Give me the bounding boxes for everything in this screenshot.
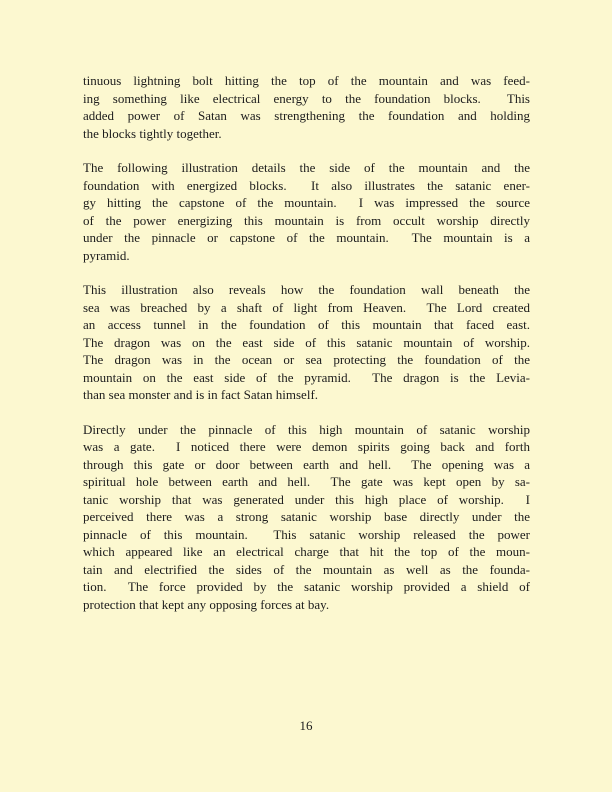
text-line: spiritual hole between earth and hell. The gate was kept open by sa- [83, 474, 530, 489]
text-line: protection that kept any opposing forces at bay. [83, 596, 330, 612]
text-line: Directly under the pinnacle of this high mountain of satanic worship [83, 421, 530, 437]
text-line: added power of Satan was strengthening the foundation and holding [83, 108, 530, 123]
text-line: the blocks tightly together. [83, 125, 222, 141]
paragraph [83, 159, 530, 264]
text-line: mountain on the east side of the pyramid. The dragon is the Levia- [83, 369, 530, 385]
text-line: This illustration also reveals how the foundation wall beneath the [83, 282, 530, 297]
text-line: The dragon was on the east side of this satanic mountain of worship. [83, 334, 530, 350]
page-number: 16 [299, 718, 313, 733]
text-line: than sea monster and is in fact Satan himself. [83, 387, 319, 402]
text-line: sea was breached by a shaft of light from Heaven. The Lord created [83, 299, 530, 315]
text-line: tanic worship that was generated under this high place of worship. I [83, 491, 530, 507]
text-line: The following illustration details the side of the mountain and the [83, 160, 530, 175]
text-line: perceived there was a strong satanic worship base directly under the [83, 509, 530, 524]
text-line: pinnacle of this mountain. This satanic worship released the power [83, 526, 530, 542]
text-line: The dragon was in the ocean or sea protecting the foundation of the [83, 352, 530, 367]
text-line: foundation with energized blocks. It also illustrates the satanic ener- [83, 177, 530, 193]
text-line: tain and electrified the sides of the mountain as well as the founda- [83, 561, 530, 577]
text-line: was a gate. I noticed there were demon spirits going back and forth [83, 439, 530, 454]
text-line: under the pinnacle or capstone of the mountain. The mountain is a [83, 230, 530, 245]
text-line: tinuous lightning bolt hitting the top of the mountain and was feed- [83, 73, 530, 88]
body-text [83, 72, 530, 630]
text-line: an access tunnel in the foundation of this mountain that faced east. [83, 317, 530, 332]
paragraph [83, 72, 530, 142]
text-line: which appeared like an electrical charge that hit the top of the moun- [83, 544, 530, 559]
paragraph [83, 421, 530, 614]
text-line: ing something like electrical energy to the foundation blocks. This [83, 90, 530, 106]
text-line: of the power energizing this mountain is from occult worship directly [83, 212, 530, 228]
paragraph [83, 281, 530, 404]
text-line: gy hitting the capstone of the mountain. I was impressed the source [83, 195, 530, 210]
text-line: pyramid. [83, 247, 130, 263]
text-line: tion. The force provided by the satanic worship provided a shield of [83, 579, 530, 594]
text-line: through this gate or door between earth and hell. The opening was a [83, 456, 530, 472]
